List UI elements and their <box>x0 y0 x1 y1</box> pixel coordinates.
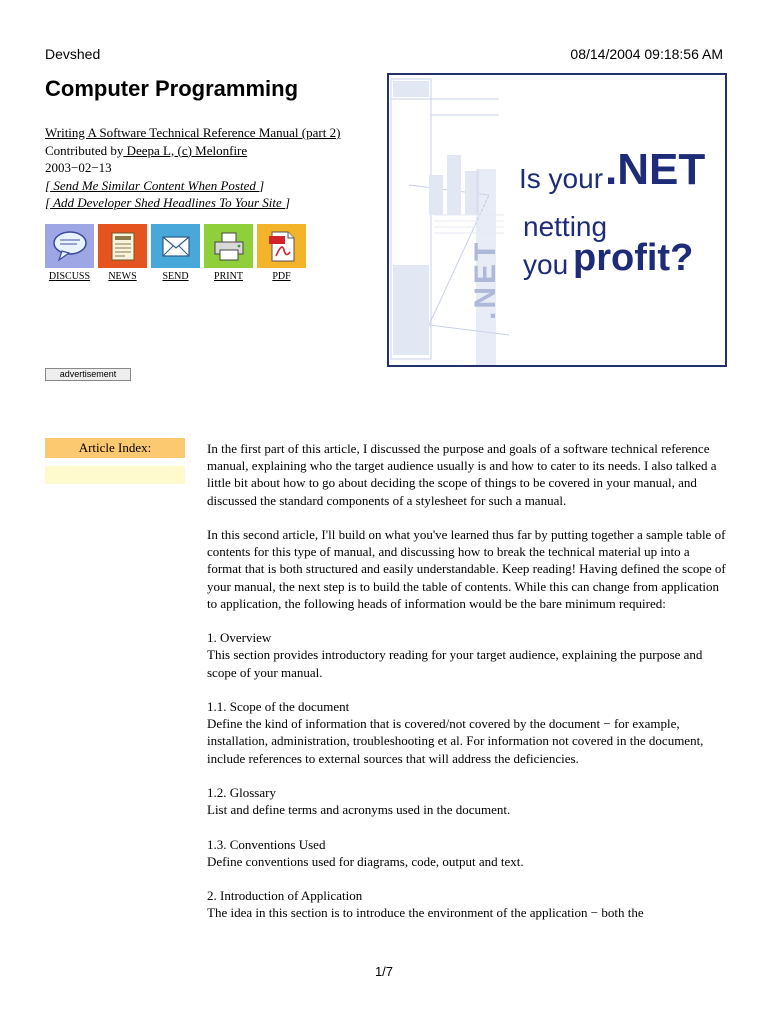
discuss-label[interactable]: DISCUSS <box>48 271 91 282</box>
article-index-box <box>45 438 185 484</box>
toc-section <box>207 698 727 767</box>
print-label[interactable]: PRINT <box>214 271 243 282</box>
net-advertisement-banner[interactable] <box>387 73 727 367</box>
send-button[interactable] <box>151 224 200 282</box>
advertisement-button[interactable]: advertisement <box>45 368 131 381</box>
section-text: This section provides introductory reading for your target audience, explaining the purpose and scope of your manual. <box>207 647 703 680</box>
author-link[interactable]: Deepa L, (c) Melonfire <box>123 142 248 158</box>
banner-line3-prefix: you <box>523 249 569 280</box>
section-heading: 1.2. Glossary <box>207 785 276 800</box>
article-body <box>207 440 727 939</box>
banner-brand: .NET <box>605 145 706 194</box>
discuss-button[interactable] <box>45 224 94 282</box>
toc-section <box>207 784 727 818</box>
section-heading: 1. Overview <box>207 630 272 646</box>
news-newspaper-icon <box>98 224 147 268</box>
section-heading: 1.1. Scope of the document <box>207 699 350 714</box>
send-envelope-icon <box>151 224 200 268</box>
pdf-document-icon <box>257 224 306 268</box>
discuss-speech-bubble-icon <box>45 224 94 268</box>
intro-paragraph: In this second article, I'll build on what you've learned thus far by putting together a sample table of contents for this type of manual, and discussing how to break the technical material up into a format that is both structured and easily understandable. Keep reading! Having defined the scope of your manual, the next step is to build the table of contents. While this can change from application to application, the following heads of information would be the bare minimum required: <box>207 527 726 611</box>
intro-paragraph: In the first part of this article, I discussed the purpose and goals of a software technical reference manual, explaining who the target audience usually is and how to cater to its needs. I also talked a little bit about how to go about deciding the scope of things to be covered in your manual, and discussed the standard components of a stylesheet for such a manual. <box>207 441 717 508</box>
banner-line1: Is your <box>519 163 604 194</box>
print-printer-icon <box>204 224 253 268</box>
article-index-body <box>45 466 185 484</box>
section-text: List and define terms and acronyms used in the document. <box>207 802 511 818</box>
banner-watermark-brand: .NET <box>469 239 502 320</box>
section-heading: 1.3. Conventions Used <box>207 836 326 852</box>
contributed-by-label: Contributed by <box>45 142 124 158</box>
page-number: 1/7 <box>374 964 394 979</box>
section-heading: 2. Introduction of Application <box>207 888 363 904</box>
banner-line2: netting <box>523 211 608 242</box>
toc-section <box>207 836 727 870</box>
article-action-icons <box>45 224 306 282</box>
section-text: Define the kind of information that is covered/not covered by the document − for example, installation, administration, troubleshooting et al. For information not covered in the document, include references to external sources that will address the deficiencies. <box>207 716 704 766</box>
section-text: The idea in this section is to introduce the environment of the application − both the <box>207 905 644 921</box>
toc-section <box>207 887 727 921</box>
print-button[interactable] <box>204 224 253 282</box>
article-date: 2003−02−13 <box>45 160 112 175</box>
site-name: Devshed <box>45 46 101 62</box>
send-label[interactable]: SEND <box>162 271 189 282</box>
news-label[interactable]: NEWS <box>108 271 137 282</box>
section-text: Define conventions used for diagrams, code, output and text. <box>207 853 524 869</box>
add-headlines-link[interactable]: Add Developer Shed Headlines To Your Site <box>50 195 286 210</box>
toc-section <box>207 629 727 681</box>
pdf-button[interactable] <box>257 224 306 282</box>
article-title-link[interactable]: Writing A Software Technical Reference Manual (part 2) <box>45 125 341 140</box>
article-meta: Writing A Software Technical Reference Manual (part 2) Contributed by Deepa L, (c) Melonfire 2003−02−13 [ Send Me Similar Content When Posted ] [ Add Developer Shed Headlines To Your Site ] <box>45 125 341 210</box>
send-similar-content-link[interactable]: Send Me Similar Content When Posted <box>50 177 260 193</box>
news-button[interactable] <box>98 224 147 282</box>
section-title: Computer Programming <box>45 76 299 101</box>
banner-line3-emphasis: profit? <box>573 237 694 279</box>
print-date: 08/14/2004 09:18:56 AM <box>570 46 723 62</box>
pdf-label[interactable]: PDF <box>272 271 291 282</box>
article-index-header: Article Index: <box>45 438 185 458</box>
